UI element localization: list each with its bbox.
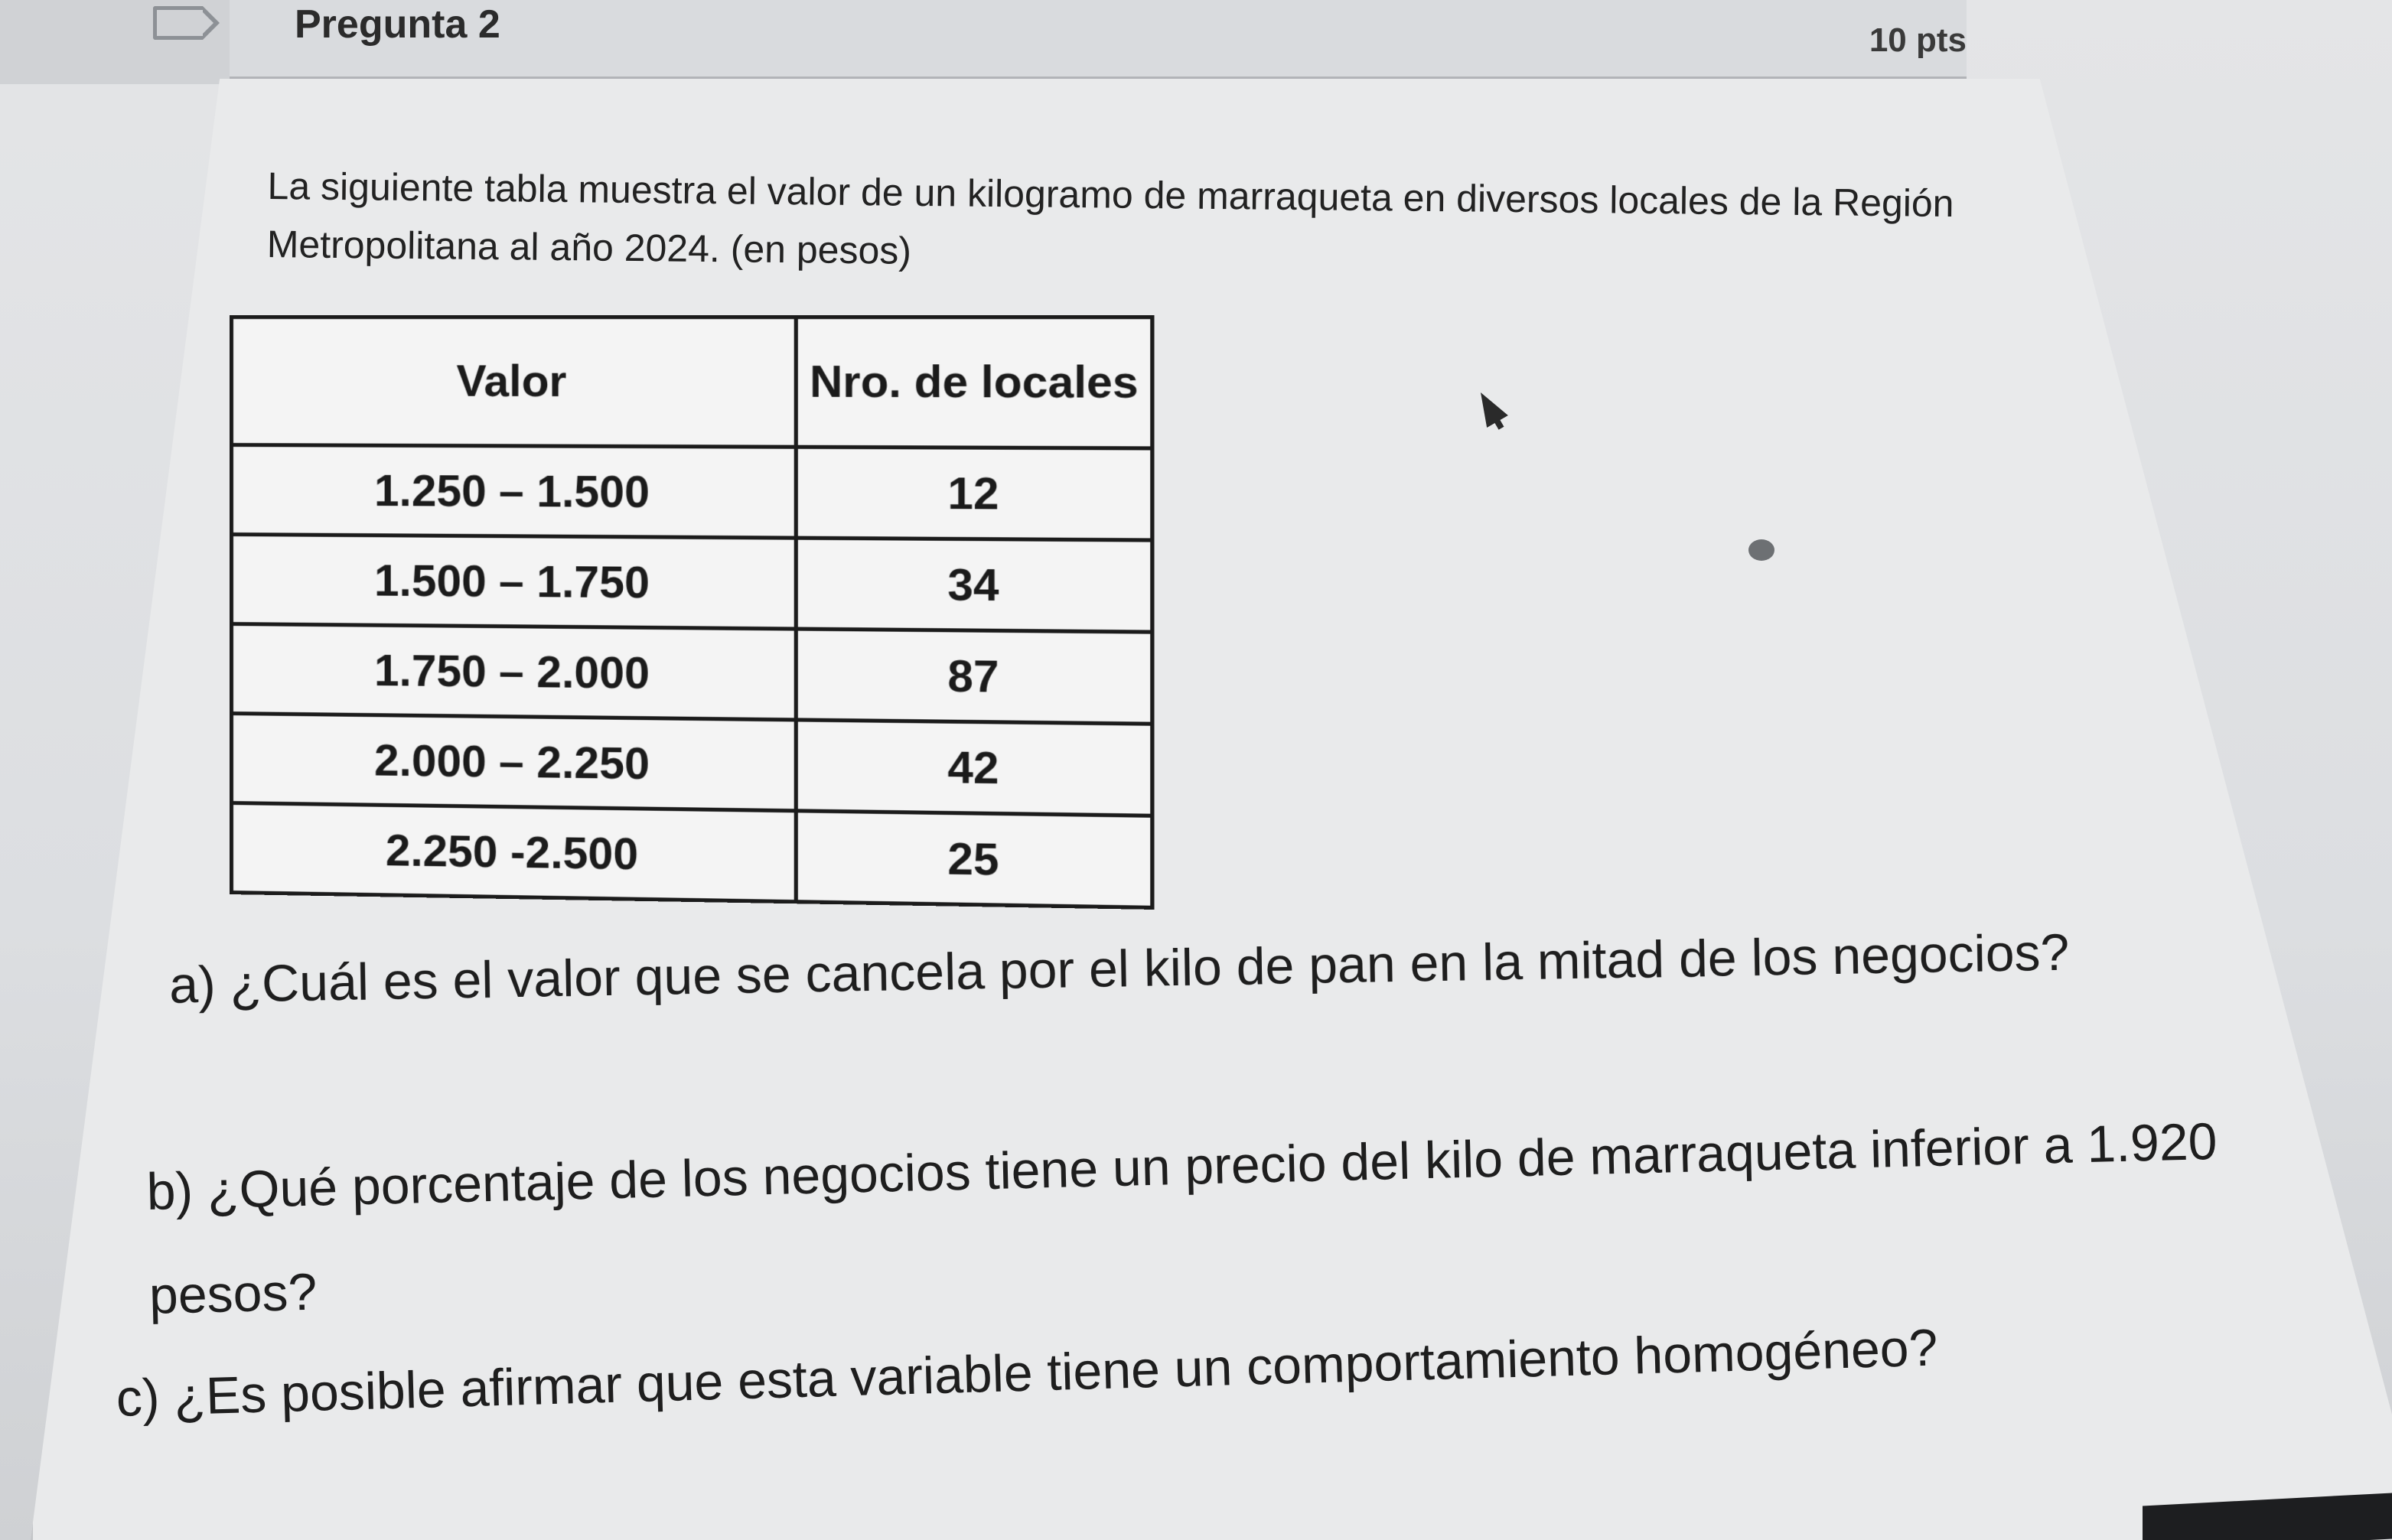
table-cell-valor: 1.750 – 2.000 — [231, 624, 796, 720]
question-header — [230, 0, 1967, 79]
table-cell-locales: 12 — [796, 447, 1152, 540]
table-cell-valor: 2.250 -2.500 — [231, 803, 796, 902]
screen-smudge — [1748, 539, 1774, 561]
sidebar-edge — [0, 0, 232, 84]
sub-question-c: c) ¿Es posible afirmar que esta variable tiene un comportamiento homogéneo? — [115, 1318, 1939, 1428]
table-row — [231, 714, 1152, 816]
table-row — [231, 445, 1152, 541]
table-header-locales: Nro. de locales — [796, 317, 1152, 448]
table-header-row — [231, 317, 1152, 448]
table-cell-valor: 1.250 – 1.500 — [231, 445, 796, 539]
sub-question-b: b) ¿Qué porcentaje de los negocios tiene un precio del kilo de marraqueta inferior a 1.920 pesos? — [145, 1112, 2218, 1325]
sub-question-a: a) ¿Cuál es el valor que se cancela por el kilo de pan en la mitad de los negocios? — [168, 923, 2070, 1014]
table-row — [231, 624, 1152, 724]
table-cell-valor: 2.000 – 2.250 — [231, 714, 796, 811]
question-points: 10 pts — [1869, 21, 1967, 59]
table-cell-valor: 1.500 – 1.750 — [231, 535, 796, 630]
table-cell-locales: 87 — [796, 629, 1152, 724]
question-intro-text: La siguiente tabla muestra el valor de un kilogramo de marraqueta en diversos locales de la Región Metropolitana al año 2024. (en pesos) — [266, 164, 1954, 272]
table-cell-locales: 34 — [796, 538, 1152, 632]
table-row — [231, 535, 1152, 633]
flag-icon[interactable] — [153, 6, 203, 40]
table-header-valor: Valor — [231, 317, 796, 448]
table-row — [231, 803, 1152, 908]
price-frequency-table — [230, 315, 1154, 910]
table-cell-locales: 25 — [796, 811, 1152, 908]
table-cell-locales: 42 — [796, 720, 1152, 816]
question-title: Pregunta 2 — [295, 2, 500, 47]
